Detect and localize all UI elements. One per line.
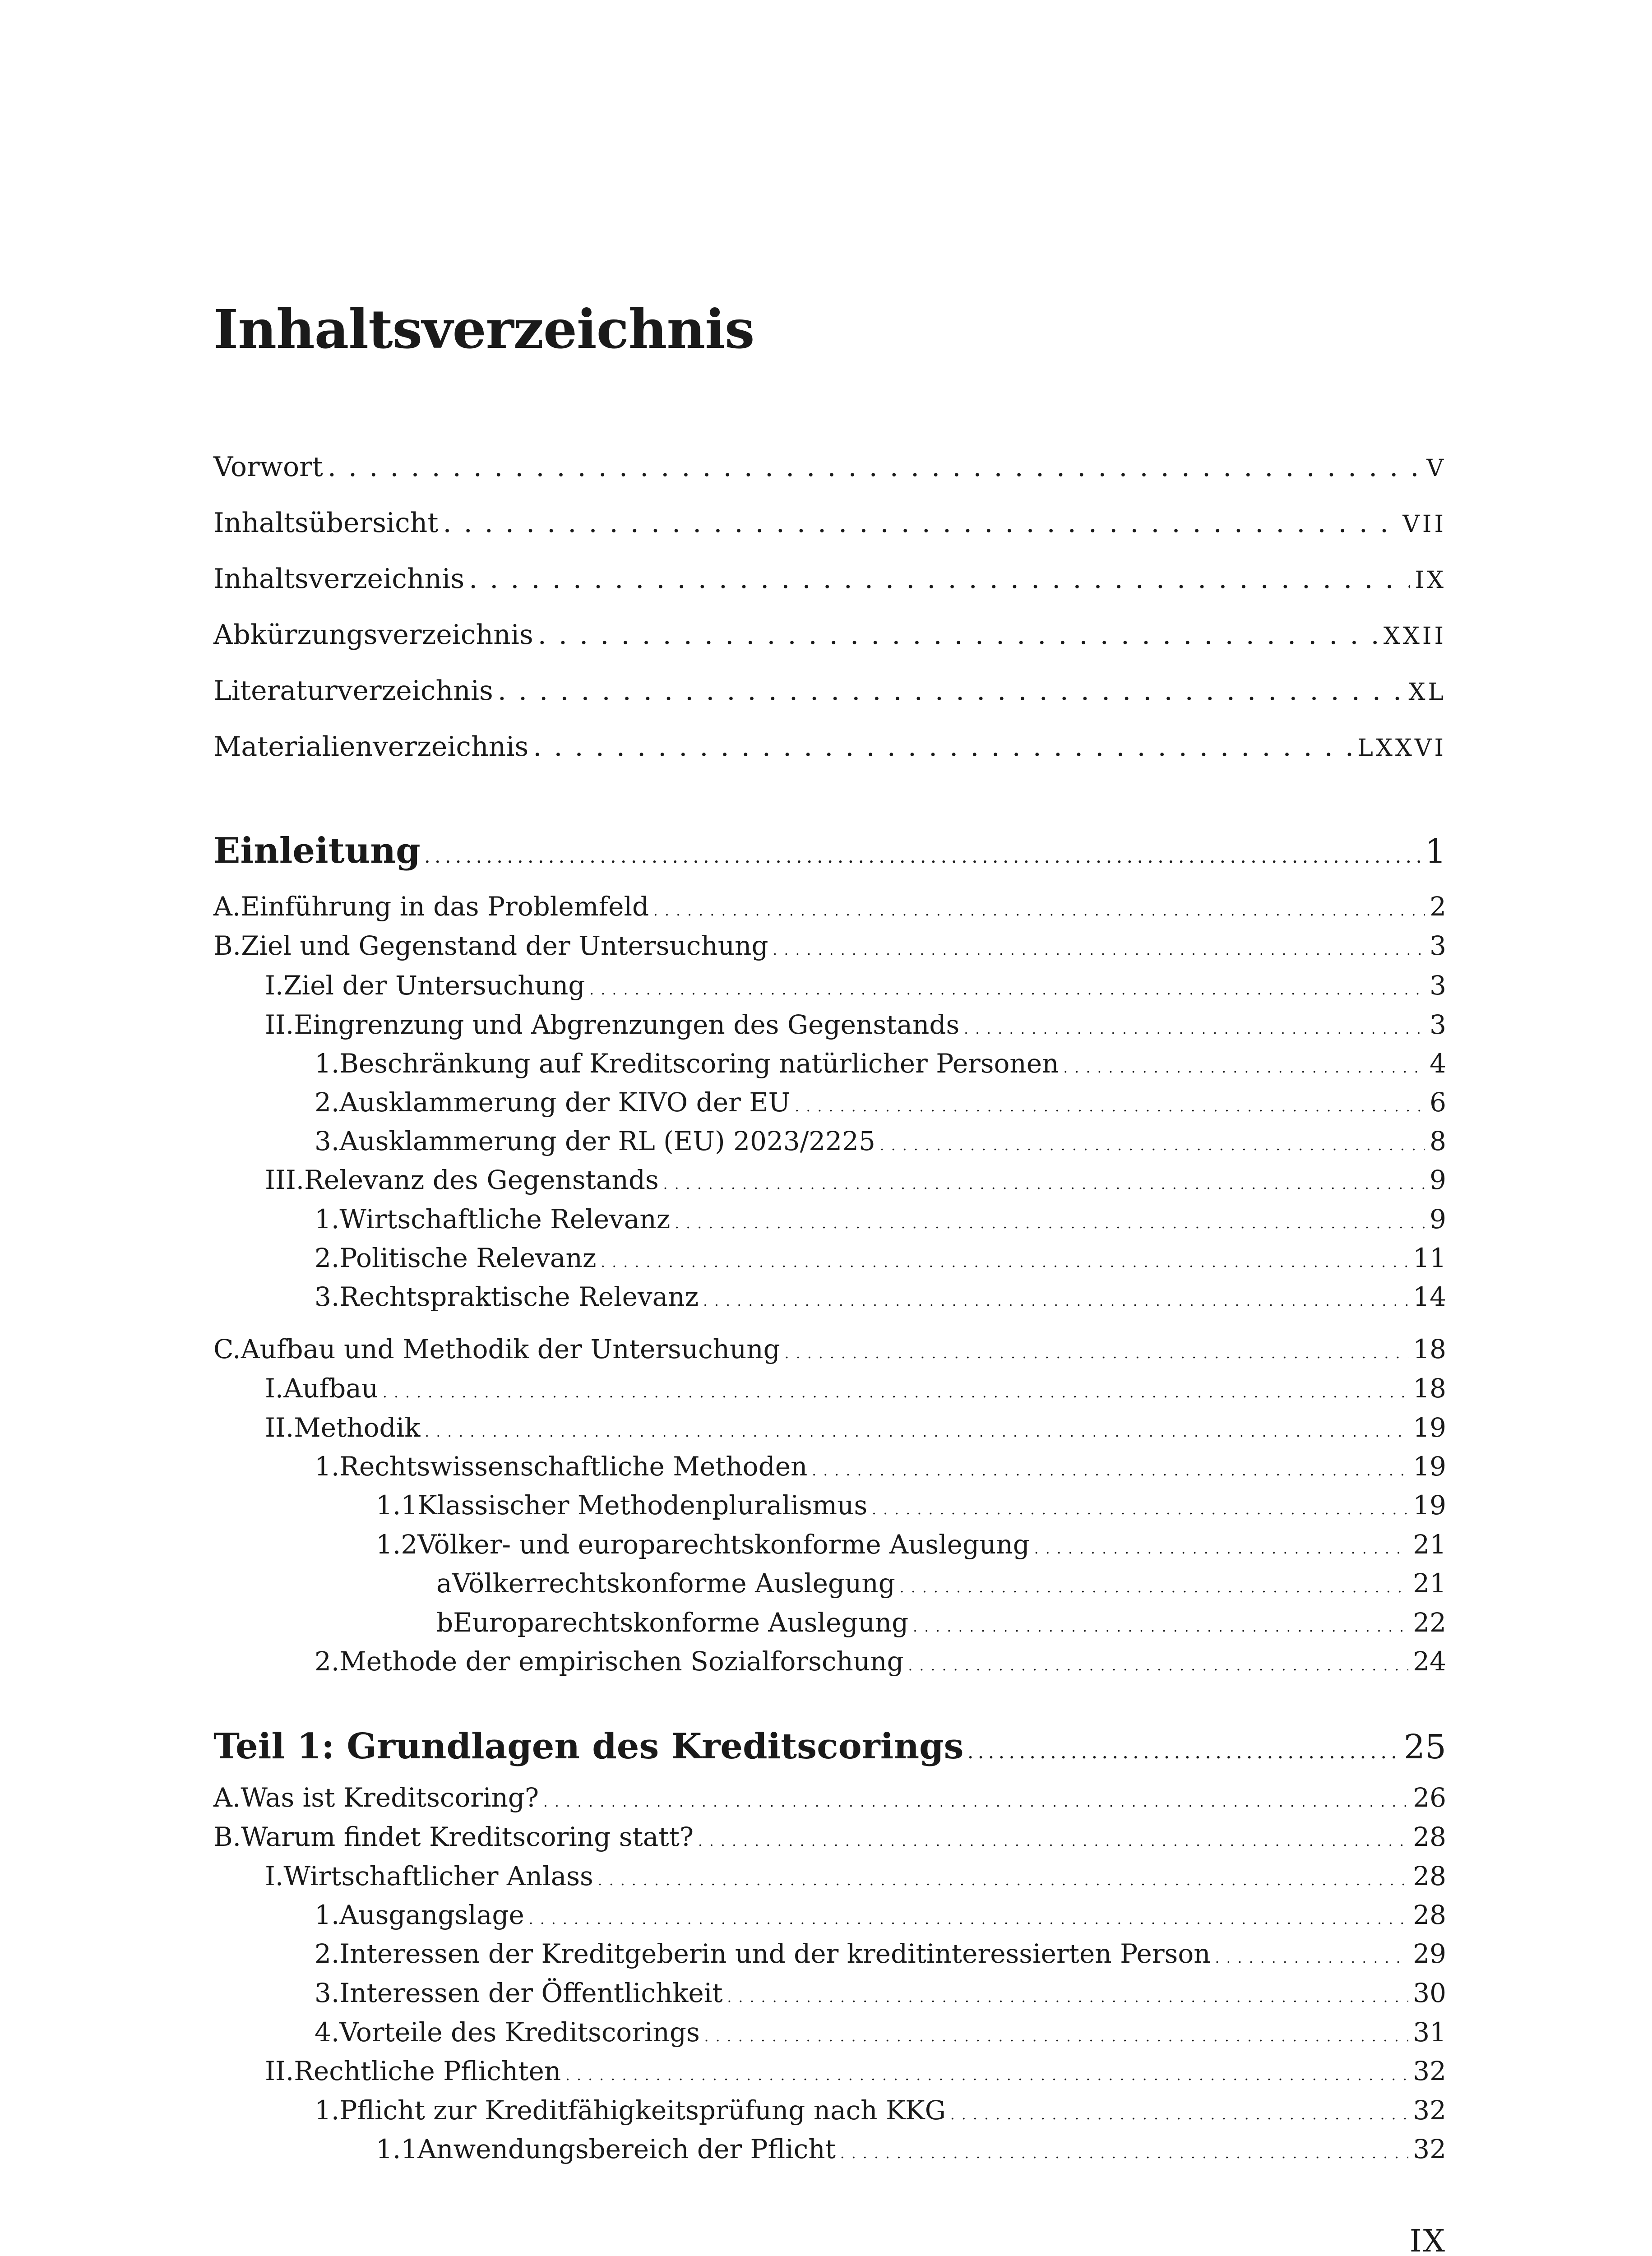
toc-entry[interactable] — [213, 1243, 1446, 1273]
dot-leader — [795, 1099, 1425, 1115]
toc-entry-page: 9 — [1430, 1165, 1446, 1195]
toc-entry[interactable] — [213, 2017, 1446, 2048]
toc-entry-number: 1.2 — [376, 1529, 418, 1560]
dot-leader — [425, 1424, 1408, 1440]
toc-entry-label: Ziel der Untersuchung — [283, 970, 585, 1001]
toc-entry-page: 2 — [1430, 891, 1446, 922]
toc-entry-number: A. — [213, 1782, 241, 1813]
toc-entry-label: Klassischer Methodenpluralismus — [417, 1490, 868, 1521]
toc-entry-page: 11 — [1413, 1243, 1446, 1273]
toc-entry-page: 32 — [1413, 2134, 1446, 2164]
toc-entry-page: 18 — [1413, 1373, 1446, 1404]
toc-entry-label: Politische Relevanz — [339, 1243, 597, 1273]
toc-entry[interactable] — [213, 1490, 1446, 1521]
toc-entry[interactable] — [213, 1204, 1446, 1234]
dot-leader — [698, 1834, 1408, 1849]
front-matter-entry[interactable] — [213, 507, 1446, 539]
toc-entry[interactable] — [213, 2056, 1446, 2086]
toc-entry-label: Anwendungsbereich der Pflicht — [417, 2134, 836, 2164]
dot-leader — [443, 507, 1398, 539]
toc-entry-page: XL — [1408, 679, 1446, 706]
dot-leader — [1063, 1060, 1425, 1076]
toc-entry-number: 2. — [315, 1938, 340, 1969]
toc-entry-label: Rechtliche Pflichten — [294, 2056, 561, 2086]
toc-entry-number: I. — [265, 1373, 284, 1404]
dot-leader — [675, 1216, 1425, 1232]
toc-entry[interactable] — [213, 1412, 1446, 1443]
dot-leader — [840, 2146, 1408, 2162]
dot-leader — [529, 1912, 1408, 1928]
toc-entry-number: 1. — [315, 1900, 340, 1930]
dot-leader — [383, 1385, 1408, 1401]
toc-entry-label: Interessen der Kreditgeberin und der kreditinteressierten Person — [339, 1938, 1211, 1969]
toc-entry[interactable] — [213, 1281, 1446, 1312]
toc-entry[interactable] — [213, 1607, 1446, 1638]
toc-entry[interactable] — [213, 1861, 1446, 1891]
dot-leader — [565, 2068, 1408, 2084]
toc-entry[interactable] — [213, 1529, 1446, 1560]
toc-entry-page: 21 — [1413, 1529, 1446, 1560]
dot-leader — [880, 1138, 1425, 1154]
dot-leader — [598, 1873, 1408, 1889]
toc-entry-number: 1. — [315, 1204, 340, 1234]
toc-entry[interactable] — [213, 2134, 1446, 2164]
toc-entry-page: 6 — [1430, 1087, 1446, 1118]
toc-entry-page: 4 — [1430, 1048, 1446, 1079]
dot-leader — [908, 1658, 1409, 1674]
page-number: IX — [1409, 2224, 1446, 2256]
dot-leader — [773, 943, 1425, 958]
toc-entry-number: 1. — [315, 1048, 340, 1079]
toc-entry-label: Beschränkung auf Kreditscoring natürlicher Personen — [339, 1048, 1059, 1079]
toc-entry-label: Abkürzungsverzeichnis — [213, 619, 533, 651]
toc-entry-page: V — [1426, 455, 1446, 482]
toc-entry-number: 3. — [315, 1978, 340, 2008]
front-matter-entry[interactable] — [213, 563, 1446, 595]
toc-entry-label: Ziel und Gegenstand der Untersuchung — [241, 930, 768, 961]
toc-entry-number: 1.1 — [376, 2134, 418, 2164]
dot-leader — [538, 619, 1379, 651]
toc-entry-page: 21 — [1413, 1568, 1446, 1599]
toc-entry-number: A. — [213, 891, 241, 922]
toc-entry-number: II. — [265, 2056, 294, 2086]
toc-entry[interactable] — [213, 1373, 1446, 1404]
dot-leader — [785, 1346, 1408, 1362]
toc-entry-page: 19 — [1413, 1451, 1446, 1482]
toc-entry-page: 1 — [1425, 832, 1446, 871]
dot-leader — [727, 1990, 1409, 2006]
toc-entry-label: Europarechtskonforme Auslegung — [453, 1607, 909, 1638]
toc-entry-number: I. — [265, 970, 284, 1001]
toc-entry[interactable] — [213, 1009, 1446, 1040]
toc-entry-label: Teil 1: Grundlagen des Kreditscorings — [213, 1726, 964, 1767]
toc-entry[interactable] — [213, 1646, 1446, 1677]
toc-entry-label: Ausklammerung der RL (EU) 2023/2225 — [339, 1126, 875, 1156]
toc-entry-number: 3. — [315, 1126, 340, 1156]
dot-leader — [1215, 1951, 1409, 1966]
toc-entry-label: Völkerrechtskonforme Auslegung — [452, 1568, 895, 1599]
toc-entry-page: 3 — [1430, 930, 1446, 961]
dot-leader — [964, 1022, 1425, 1037]
toc-entry-number: a — [436, 1568, 452, 1599]
toc-entry-label: Interessen der Öffentlichkeit — [339, 1978, 723, 2008]
toc-entry-page: 19 — [1413, 1412, 1446, 1443]
toc-part-heading[interactable] — [213, 1726, 1446, 1767]
toc-entry[interactable] — [213, 1451, 1446, 1482]
toc-entry-number: B. — [213, 1821, 241, 1852]
toc-entry-label: Warum findet Kreditscoring statt? — [241, 1821, 694, 1852]
page-title: Inhaltsverzeichnis — [213, 298, 754, 361]
front-matter-entry[interactable] — [213, 451, 1446, 483]
toc-entry-label: Ausgangslage — [339, 1900, 524, 1930]
toc-entry-number: 2. — [315, 1087, 340, 1118]
toc-entry-page: 3 — [1430, 1009, 1446, 1040]
toc-entry-label: Aufbau und Methodik der Untersuchung — [241, 1334, 780, 1364]
toc-entry[interactable] — [213, 1165, 1446, 1195]
toc-entry-number: 2. — [315, 1646, 340, 1677]
toc-entry-page: 31 — [1413, 2017, 1446, 2048]
toc-entry-page: 8 — [1430, 1126, 1446, 1156]
toc-entry-label: Ausklammerung der KIVO der EU — [339, 1087, 791, 1118]
toc-entry-label: Methodik — [294, 1412, 421, 1443]
toc-entry[interactable] — [213, 1900, 1446, 1930]
dot-leader — [533, 731, 1353, 763]
toc-entry-label: Inhaltsverzeichnis — [213, 563, 465, 595]
toc-entry[interactable] — [213, 1048, 1446, 1079]
toc-entry-number: III. — [265, 1165, 305, 1195]
toc-entry-page: 30 — [1413, 1978, 1446, 2008]
dot-leader — [543, 1794, 1408, 1810]
toc-entry[interactable] — [213, 1126, 1446, 1156]
toc-entry-page: 26 — [1413, 1782, 1446, 1813]
toc-entry-page: VII — [1402, 511, 1446, 538]
toc-part-heading[interactable] — [213, 830, 1446, 871]
dot-leader — [328, 451, 1422, 483]
toc-entry-label: Völker- und europarechtskonforme Auslegung — [417, 1529, 1030, 1560]
toc-entry-label: Materialienverzeichnis — [213, 731, 529, 763]
front-matter-entry[interactable] — [213, 619, 1446, 651]
toc-entry-number: 1. — [315, 1451, 340, 1482]
toc-entry-label: Inhaltsübersicht — [213, 507, 439, 539]
toc-entry-number: B. — [213, 930, 241, 961]
toc-entry-number: C. — [213, 1334, 241, 1364]
toc-entry[interactable] — [213, 1978, 1446, 2008]
toc-entry-number: I. — [265, 1861, 284, 1891]
toc-entry-page: 9 — [1430, 1204, 1446, 1234]
toc-entry-number: II. — [265, 1412, 294, 1443]
toc-entry-page: 19 — [1413, 1490, 1446, 1521]
toc-entry[interactable] — [213, 1938, 1446, 1969]
toc-entry[interactable] — [213, 970, 1446, 1001]
toc-entry-label: Einleitung — [213, 830, 421, 871]
toc-entry-number: 1.1 — [376, 1490, 418, 1521]
toc-entry-label: Vorteile des Kreditscorings — [339, 2017, 700, 2048]
dot-leader — [968, 1746, 1399, 1762]
toc-entry[interactable] — [213, 1087, 1446, 1118]
toc-entry[interactable] — [213, 2095, 1446, 2126]
dot-leader — [663, 1177, 1425, 1193]
dot-leader — [425, 851, 1421, 866]
dot-leader — [872, 1502, 1408, 1518]
toc-entry-number: II. — [265, 1009, 294, 1040]
toc-entry-page: 28 — [1413, 1821, 1446, 1852]
toc-entry-label: Pflicht zur Kreditfähigkeitsprüfung nach KKG — [339, 2095, 946, 2126]
toc-entry[interactable] — [213, 1782, 1446, 1813]
front-matter-entry[interactable] — [213, 731, 1446, 763]
toc-entry-page: 25 — [1403, 1728, 1446, 1766]
toc-entry-label: Rechtspraktische Relevanz — [339, 1281, 699, 1312]
dot-leader — [590, 982, 1425, 998]
toc-entry-page: LXXVI — [1357, 735, 1446, 762]
toc-entry-page: 14 — [1413, 1281, 1446, 1312]
toc-entry-label: Was ist Kreditscoring? — [241, 1782, 539, 1813]
dot-leader — [1034, 1541, 1408, 1557]
dot-leader — [812, 1463, 1408, 1479]
toc-entry-label: Einführung in das Problemfeld — [241, 891, 649, 922]
toc-entry[interactable] — [213, 891, 1446, 922]
toc-entry[interactable] — [213, 1568, 1446, 1599]
dot-leader — [704, 2029, 1408, 2045]
toc-entry-label: Relevanz des Gegenstands — [304, 1165, 659, 1195]
toc-entry-number: 1. — [315, 2095, 340, 2126]
dot-leader — [498, 675, 1404, 707]
toc-entry-page: 32 — [1413, 2095, 1446, 2126]
toc-entry[interactable] — [213, 1821, 1446, 1852]
dot-leader — [601, 1255, 1408, 1271]
toc-entry-page: XXII — [1383, 623, 1446, 650]
toc-entry-label: Aufbau — [283, 1373, 379, 1404]
toc-entry-page: 24 — [1413, 1646, 1446, 1677]
toc-entry-page: 18 — [1413, 1334, 1446, 1364]
toc-entry-label: Rechtswissenschaftliche Methoden — [339, 1451, 808, 1482]
toc-entry-label: Methode der empirischen Sozialforschung — [339, 1646, 904, 1677]
toc-entry-page: 3 — [1430, 970, 1446, 1001]
toc-entry-page: 29 — [1413, 1938, 1446, 1969]
toc-entry-page: 28 — [1413, 1861, 1446, 1891]
dot-leader — [469, 563, 1410, 595]
toc-entry-label: Wirtschaftlicher Anlass — [283, 1861, 593, 1891]
front-matter-entry[interactable] — [213, 675, 1446, 707]
toc-entry-label: Literaturverzeichnis — [213, 675, 493, 707]
toc-entry-label: Wirtschaftliche Relevanz — [339, 1204, 671, 1234]
toc-entry[interactable] — [213, 930, 1446, 961]
toc-entry-number: 3. — [315, 1281, 340, 1312]
dot-leader — [653, 903, 1425, 919]
dot-leader — [900, 1580, 1408, 1596]
toc-entry-label: Eingrenzung und Abgrenzungen des Gegenstands — [294, 1009, 960, 1040]
toc-entry-number: 4. — [315, 2017, 340, 2048]
toc-entry-page: IX — [1415, 567, 1446, 594]
dot-leader — [913, 1619, 1408, 1635]
toc-entry-number: 2. — [315, 1243, 340, 1273]
toc-entry[interactable] — [213, 1334, 1446, 1364]
toc-entry-number: b — [436, 1607, 453, 1638]
dot-leader — [950, 2107, 1408, 2123]
dot-leader — [703, 1294, 1408, 1309]
toc-entry-page: 28 — [1413, 1900, 1446, 1930]
toc-entry-page: 22 — [1413, 1607, 1446, 1638]
toc-entry-page: 32 — [1413, 2056, 1446, 2086]
toc-entry-label: Vorwort — [213, 451, 323, 483]
